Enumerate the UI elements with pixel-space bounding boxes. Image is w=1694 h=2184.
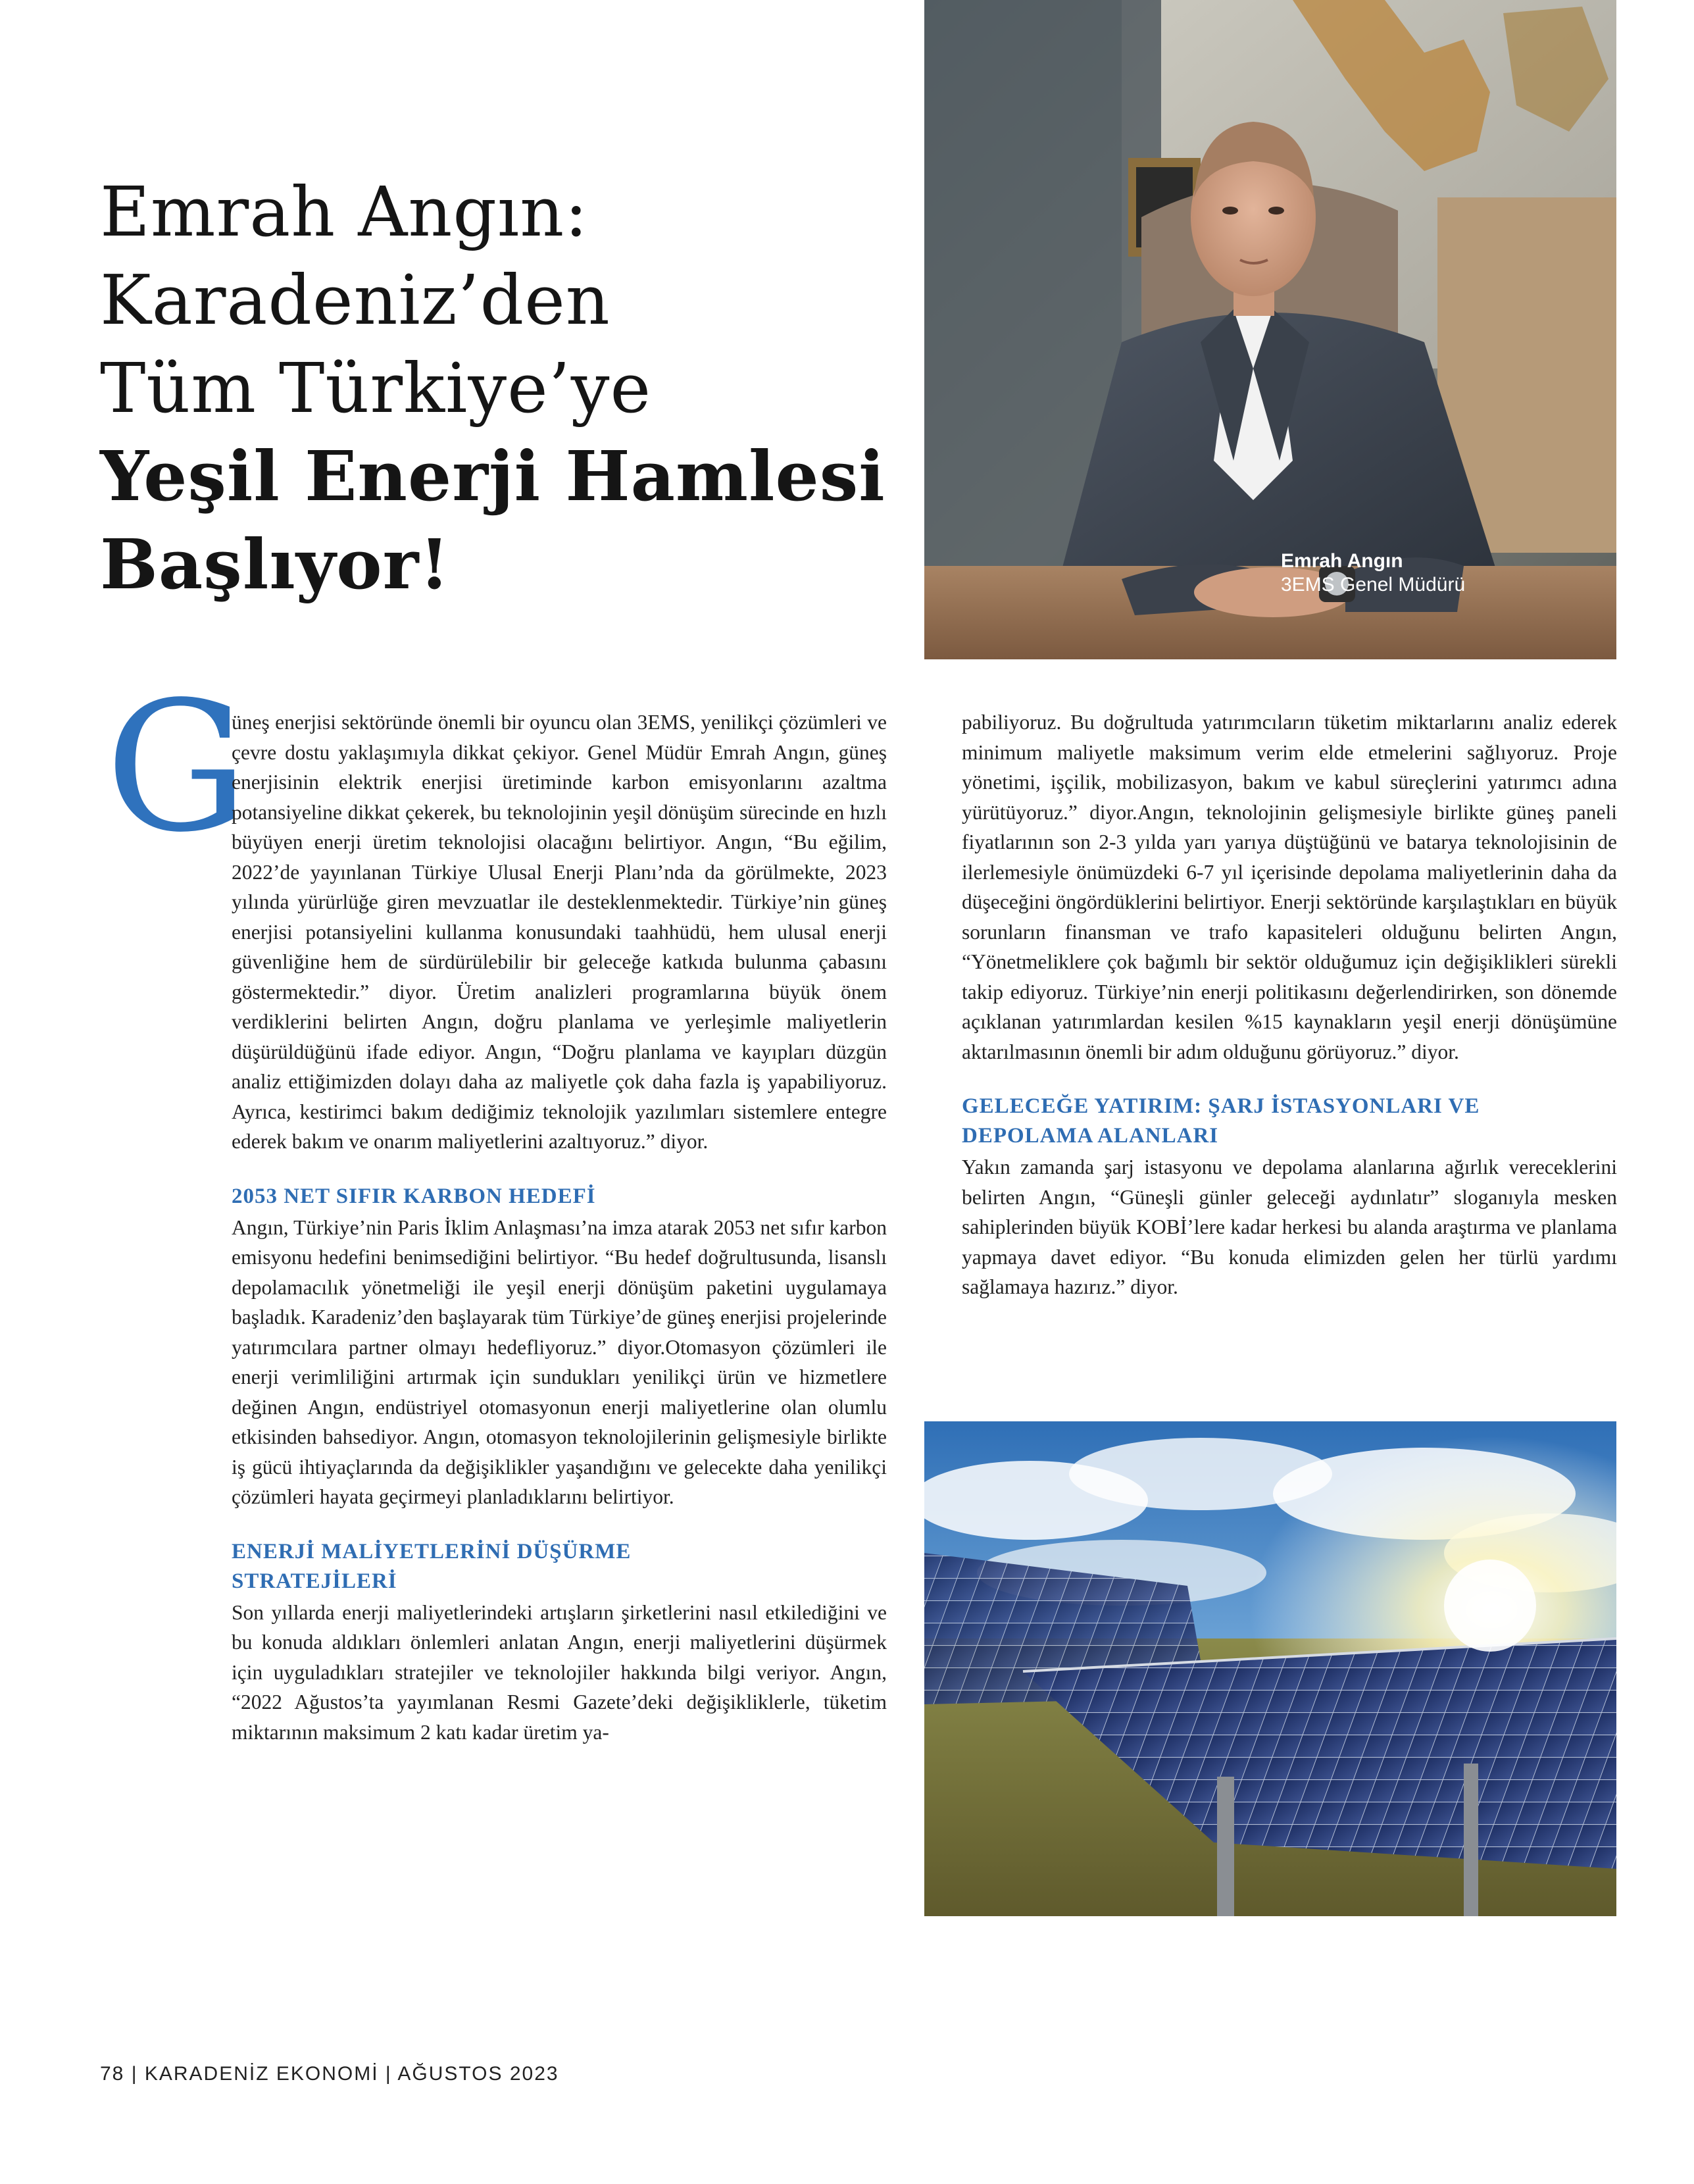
net-zero-paragraph: Angın, Türkiye’nin Paris İklim Anlaşması’na imza atarak 2053 net sıfır karbon emisyonu hedefini benimsediğini belirtiyor. “Bu hedef doğrultusunda, lisanslı depolamacılık yönetmeliği ile yeşil enerji dönüşüm paketini uygulamaya başladık. Karadeniz’den başlayarak tüm Türkiye’de güneş enerjisi projelerinde yatırımcılara partner olmayı hedefliyoruz.” diyor.Otomasyon çözümleri ile enerji verimliliğini artırmak için sundukları yenilikçi ürün ve hizmetlere değinen Angın, endüstriyel otomasyonun enerji maliyetlerine olan olumlu etkisinden bahsediyor. Angın, otomasyon teknolojilerinin gelişmesiyle birlikte iş gücü ihtiyaçlarında da değişiklikler yaşandığını ve gelecekte daha yenilikçi çözümleri hayata geçirmeyi planladıklarını belirtiyor.: [232, 1215, 887, 1508]
section-heading-future-investment: GELECEĞE YATIRIM: ŞARJ İSTASYONLARI VE DEPOLAMA ALANLARI: [962, 1094, 1480, 1148]
title-line-1: Emrah Angın:: [100, 172, 589, 252]
title-line-4: Yeşil Enerji Hamlesi: [100, 436, 885, 517]
title-line-3: Tüm Türkiye’ye: [100, 348, 652, 428]
solar-panel-photo: [924, 1421, 1616, 1916]
portrait-caption: [1281, 549, 1465, 597]
page-footer: 78 | KARADENİZ EKONOMİ | AĞUSTOS 2023: [100, 2063, 559, 2085]
section-heading-cost-strategies: ENERJİ MALİYETLERİNİ DÜŞÜRME STRATEJİLERİ: [232, 1539, 632, 1593]
left-column: [232, 707, 887, 1747]
portrait-photo: [924, 0, 1616, 659]
section-heading-net-zero: 2053 NET SIFIR KARBON HEDEFİ: [232, 1184, 596, 1208]
caption-role: 3EMS Genel Müdürü: [1281, 574, 1466, 596]
right-column: [962, 707, 1617, 1302]
article-title: [100, 168, 889, 609]
future-investment-paragraph: Yakın zamanda şarj istasyonu ve depolama alanlarına ağırlık vereceklerini belirten Angın, “Güneşli günler geleceği aydınlatır” sloganıyla mesken sahiplerinden büyük KOBİ’lere kadar herkesi bu alanda araştırma ve planlama yapmaya davet ediyor. “Bu konuda elimizden gelen her türlü yardımı sağlamaya hazırız.” diyor.: [962, 1155, 1617, 1298]
caption-name: Emrah Angın: [1281, 550, 1403, 572]
drop-cap: G: [105, 664, 249, 872]
continued-paragraph: pabiliyoruz. Bu doğrultuda yatırımcıların tüketim miktarlarını analiz ederek minimum maliyetle maksimum verim elde etmelerini sağlıyoruz. Proje yönetimi, işçilik, mobilizasyon, bakım ve kabul süreçlerini yatırımcı adına yürütüyoruz.” diyor.Angın, teknolojinin gelişmesiyle birlikte güneş paneli fiyatlarının son 2-3 yılda yarı yarıya düştüğünü ve batarya teknolojisinin de ilerlemesiyle önümüzdeki 6-7 yıl içerisinde depolama maliyetlerinin daha da düşeceğini öngördüklerini belirtiyor. Enerji sektöründe karşılaştıkları en büyük sorunların finansman ve trafo kapasiteleri olduğunu belirten Angın, “Yönetmeliklere çok bağımlı bir sektör olduğumuz için değişiklikleri sürekli takip ediyoruz. Türkiye’nin enerji politikasını değerlendirirken, son dönemde açıklanan yatırımlardan kesilen %15 kaynakların yeşil enerji dönüşümüne aktarılmasının önemli bir adım olduğunu görüyoruz.” diyor.: [962, 711, 1617, 1063]
title-line-2: Karadeniz’den: [100, 260, 610, 340]
intro-paragraph: üneş enerjisi sektöründe önemli bir oyuncu olan 3EMS, yenilikçi çözümleri ve çevre dostu yaklaşımıyla dikkat çekiyor. Genel Müdür Emrah Angın, güneş enerjisinin elektrik enerjisi üretiminde karbon emisyonlarını azaltma potansiyeline dikkat çekerek, bu teknolojinin yeşil dönüşüm sürecinde en hızlı büyüyen enerji üretim teknolojisi olacağını belirtiyor. Angın, “Bu eğilim, 2022’de yayınlanan Türkiye Ulusal Enerji Planı’nda da görülmekte, 2023 yılında yürürlüğe giren mevzuatlar ile desteklenmektedir. Türkiye’nin güneş enerjisi potansiyelini kullanma konusundaki taahhüdü, hem ulusal enerji güvenliğine hem de sürdürülebilir bir geleceğe katkıda bulunma çabasını göstermektedir.” diyor. Üretim analizleri programlarına büyük önem verdiklerini belirten Angın, doğru planlama ve yerleşimle maliyetlerin düşürüldüğünü ifade ediyor. Angın, “Doğru planlama ve kayıpları düzgün analiz ettiğimizden dolayı daha az maliyetle çok daha fazla iş yapabiliyoruz. Ayrıca, kestirimci bakım dediğimiz teknolojik yazılımları sistemlere entegre ederek bakım ve onarım maliyetlerini azaltıyoruz.” diyor.: [232, 711, 887, 1153]
title-line-5: Başlıyor!: [100, 524, 451, 605]
cost-strategies-paragraph: Son yıllarda enerji maliyetlerindeki artışların şirketlerini nasıl etkilediğini ve bu konuda aldıkları önlemleri anlatan Angın, enerji maliyetlerini düşürmek için uyguladıkları stratejiler ve teknolojiler hakkında bilgi veriyor. Angın, “2022 Ağustos’ta yayımlanan Resmi Gazete’deki değişikliklerle, tüketim miktarının maksimum 2 katı kadar üretim ya-: [232, 1600, 887, 1744]
